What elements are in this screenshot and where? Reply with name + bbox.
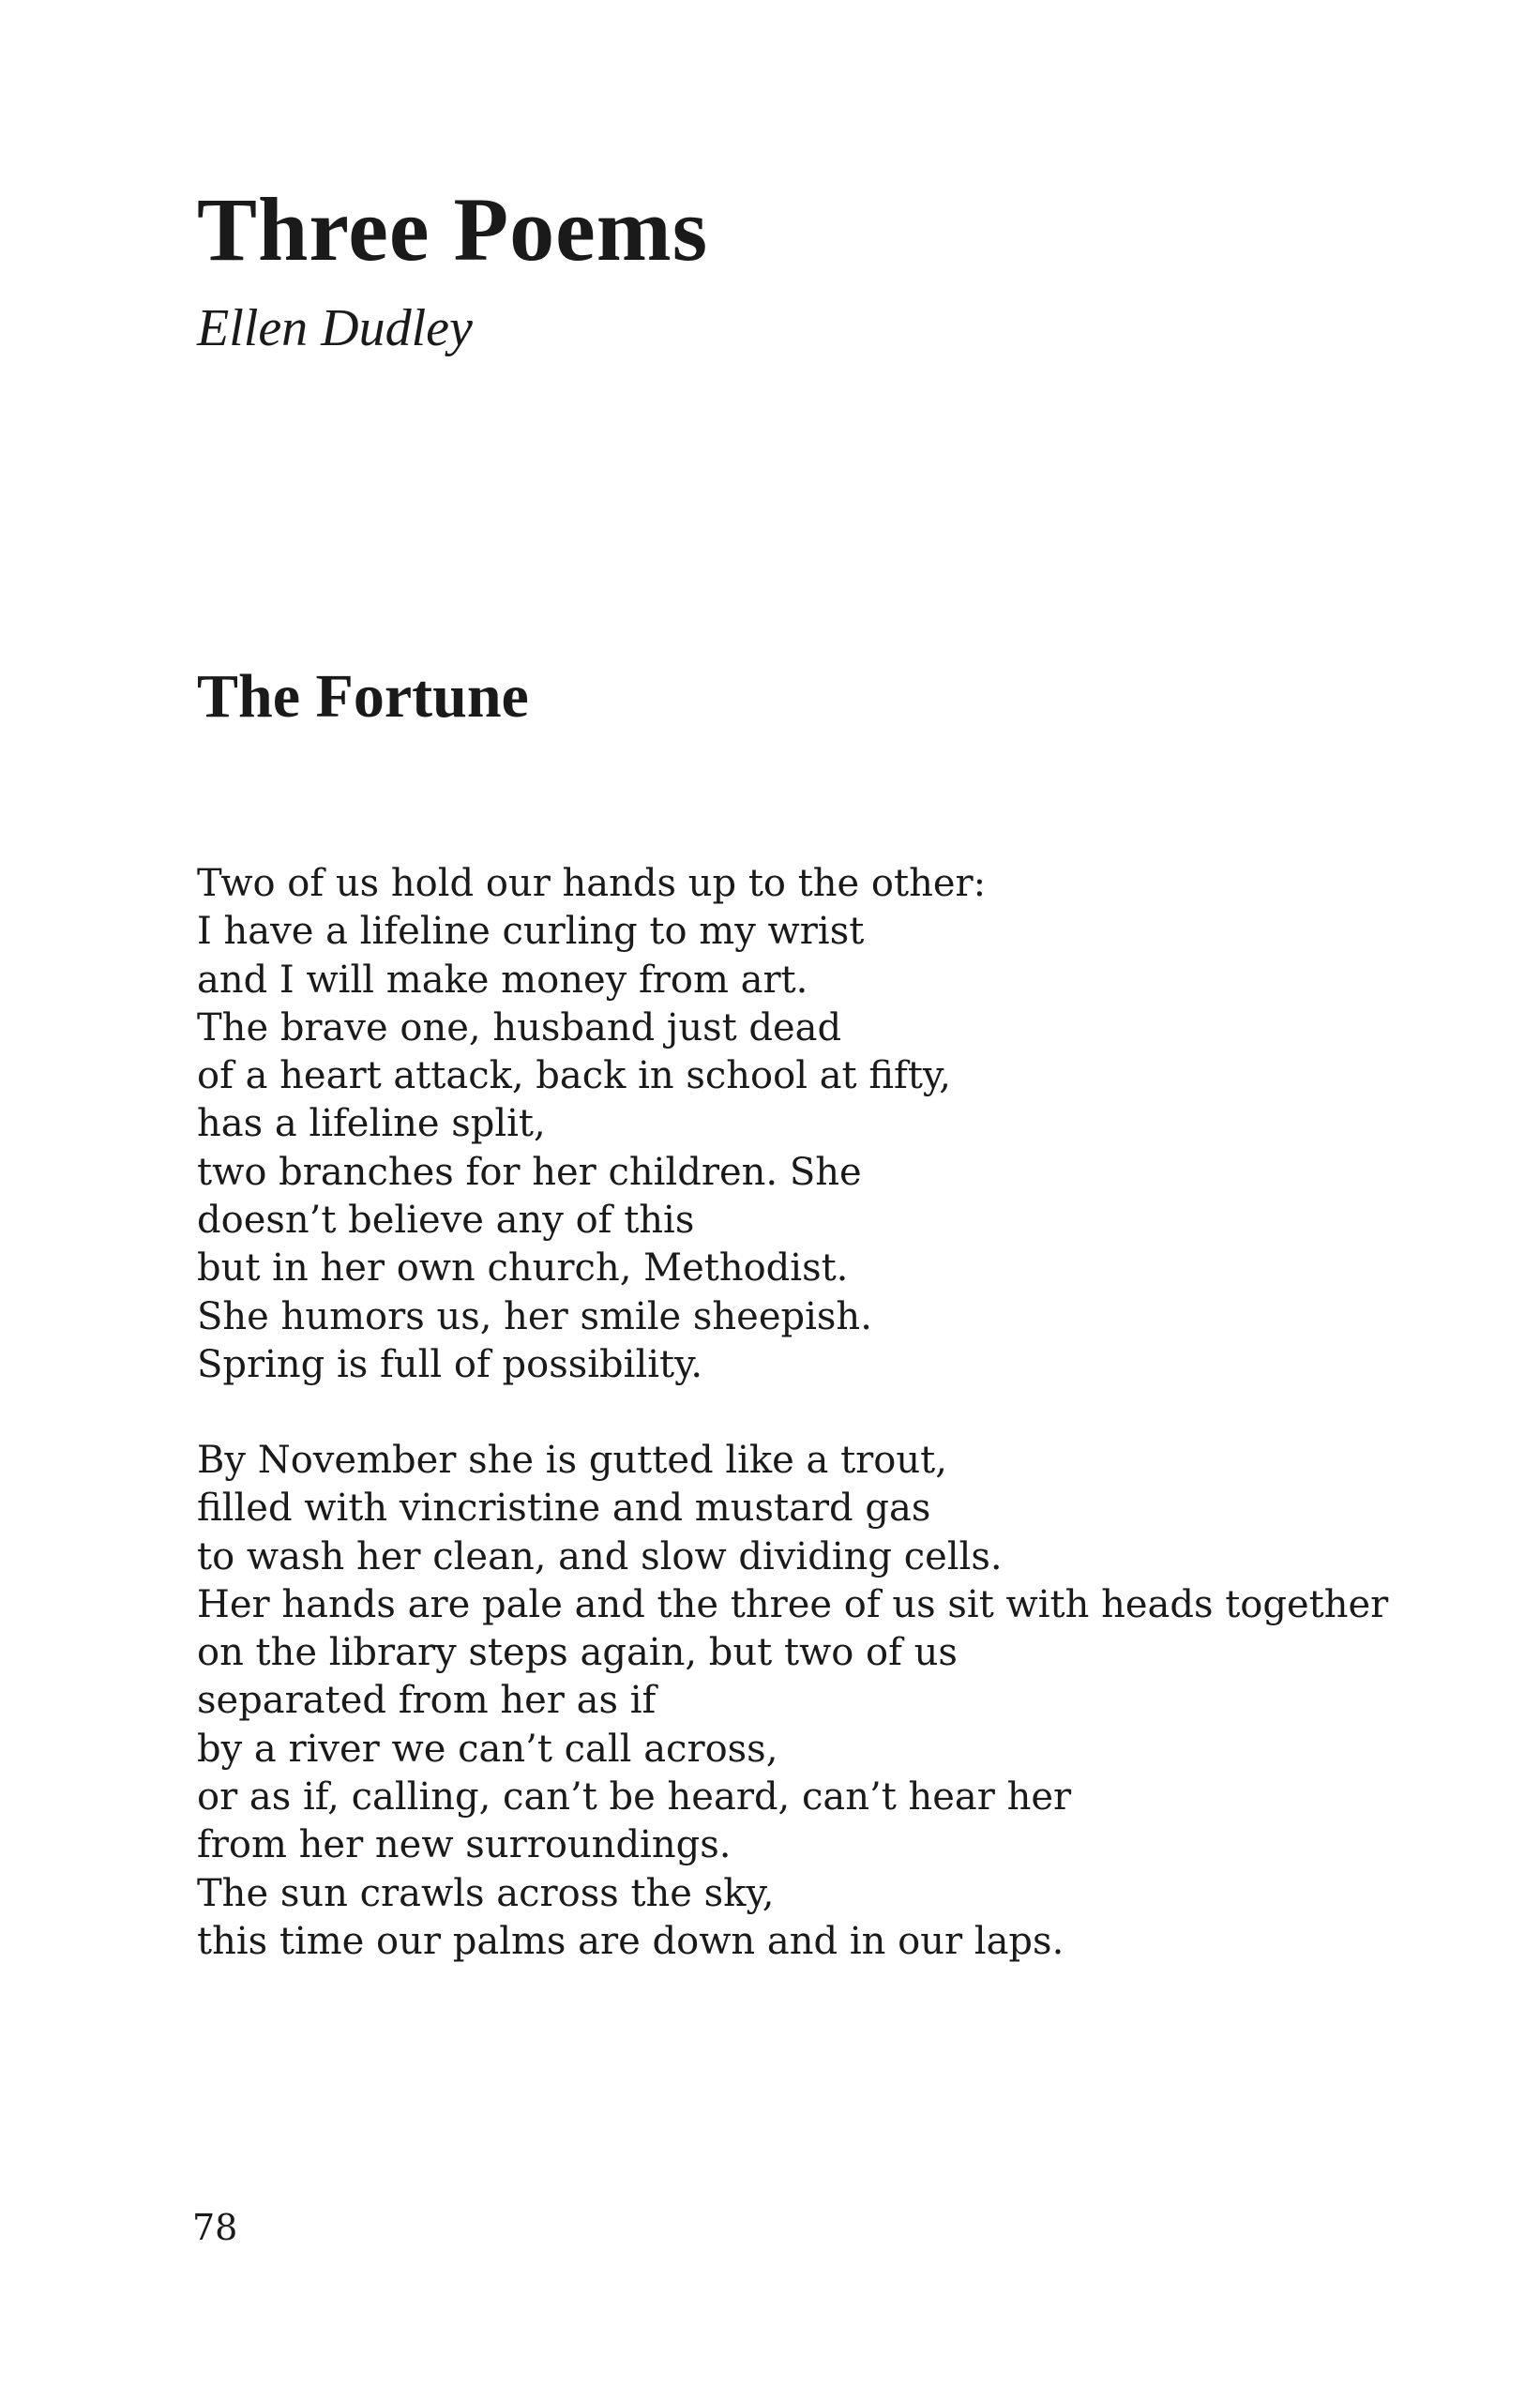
poem-line: this time our palms are down and in our laps. bbox=[197, 1919, 1064, 1963]
collection-title: Three Poems bbox=[197, 179, 709, 279]
poem-line: separated from her as if bbox=[197, 1679, 657, 1723]
poem-line: filled with vincristine and mustard gas bbox=[197, 1487, 931, 1531]
poem-line: I have a lifeline curling to my wrist bbox=[197, 910, 865, 954]
poem-line: Two of us hold our hands up to the other: bbox=[197, 862, 987, 905]
author-name: Ellen Dudley bbox=[197, 299, 473, 357]
poem-line: by a river we can’t call across, bbox=[197, 1727, 778, 1771]
poem-line: Spring is full of possibility. bbox=[197, 1342, 703, 1386]
poem-line: The sun crawls across the sky, bbox=[197, 1871, 775, 1915]
poem-line: By November she is gutted like a trout, bbox=[197, 1439, 947, 1482]
poem-line: and I will make money from art. bbox=[197, 958, 808, 1002]
poem-line: but in her own church, Methodist. bbox=[197, 1246, 849, 1291]
poem-line: She humors us, her smile sheepish. bbox=[197, 1294, 872, 1338]
poem-line: two branches for her children. She bbox=[197, 1150, 862, 1194]
poem-stanza-1 bbox=[197, 860, 986, 1389]
poem-line: or as if, calling, can’t be heard, can’t hear her bbox=[197, 1775, 1072, 1820]
poem-title: The Fortune bbox=[197, 662, 529, 731]
poem-line: on the library steps again, but two of us bbox=[197, 1631, 958, 1675]
page-number: 78 bbox=[192, 2207, 238, 2248]
poem-line: has a lifeline split, bbox=[197, 1102, 546, 1146]
poem-line: doesn’t believe any of this bbox=[197, 1199, 695, 1243]
poem-line: from her new surroundings. bbox=[197, 1823, 732, 1867]
poem-stanza-2 bbox=[197, 1437, 1388, 1966]
poem-line: of a heart attack, back in school at fifty, bbox=[197, 1054, 951, 1098]
poem-line: The brave one, husband just dead bbox=[197, 1005, 842, 1049]
poem-line: Her hands are pale and the three of us sit with heads together bbox=[197, 1582, 1389, 1626]
poem-line: to wash her clean, and slow dividing cells. bbox=[197, 1534, 1003, 1578]
